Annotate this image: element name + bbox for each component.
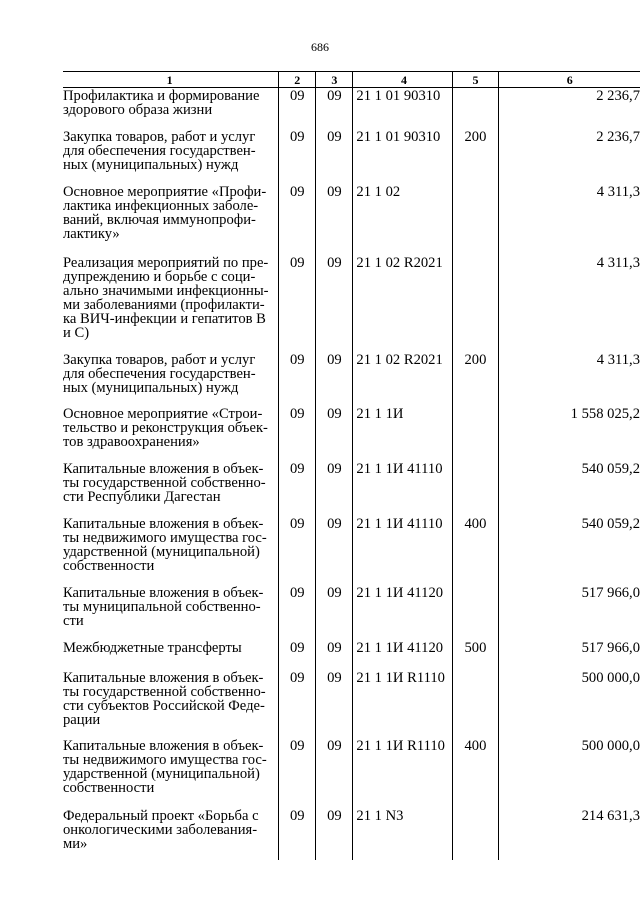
target-article-code: 21 1 1И 41110 (353, 516, 452, 585)
expense-type-code (452, 184, 499, 255)
section-code: 09 (279, 184, 316, 255)
item-name: Профилактика и формирование здорового образа жизни (63, 88, 260, 118)
table-row (63, 88, 640, 129)
amount: 540 059,2 (499, 461, 640, 516)
section-code: 09 (279, 88, 316, 129)
target-article-code: 21 1 01 90310 (353, 129, 452, 184)
item-name: Капитальные вложения в объек- ты государственной собственно- сти субъектов Российской Феде- рации (63, 669, 266, 728)
page-number: 686 (311, 40, 329, 54)
item-name: Федеральный проект «Борьба с онкологическими заболевания- ми» (63, 807, 259, 852)
subsection-code: 09 (316, 129, 353, 184)
section-code: 09 (279, 585, 316, 640)
expense-type-code (452, 255, 499, 352)
subsection-code: 09 (316, 670, 353, 738)
subsection-code: 09 (316, 640, 353, 670)
subsection-code: 09 (316, 516, 353, 585)
table-row (63, 640, 640, 670)
table-row (63, 129, 640, 184)
expense-type-code: 200 (452, 129, 499, 184)
expense-type-code: 400 (452, 738, 499, 808)
section-code: 09 (279, 352, 316, 406)
section-code: 09 (279, 129, 316, 184)
column-header-1: 1 (63, 72, 279, 88)
section-code: 09 (279, 808, 316, 860)
section-code: 09 (279, 406, 316, 461)
table-row (63, 808, 640, 860)
table-row (63, 184, 640, 255)
amount: 540 059,2 (499, 516, 640, 585)
subsection-code: 09 (316, 585, 353, 640)
section-code: 09 (279, 461, 316, 516)
expense-type-code (452, 670, 499, 738)
budget-table (63, 71, 640, 860)
target-article-code: 21 1 1И 41120 (353, 585, 452, 640)
target-article-code: 21 1 N3 (353, 808, 452, 860)
item-name: Реализация мероприятий по пре- дупреждению и борьбе с соци- ально значимыми инфекционны- ми заболеваниями (профилакти- ка ВИЧ-инфекции и гепатитов В и С) (63, 254, 269, 341)
item-name: Основное мероприятие «Профи- лактика инфекционных заболе- ваний, включая иммунопрофи- лактику» (63, 183, 267, 242)
subsection-code: 09 (316, 88, 353, 129)
target-article-code: 21 1 02 R2021 (353, 352, 452, 406)
item-name: Капитальные вложения в объек- ты недвижимого имущества гос- ударственной (муниципальной) собственности (63, 737, 267, 796)
target-article-code: 21 1 1И R1110 (353, 670, 452, 738)
expense-type-code: 400 (452, 516, 499, 585)
table-row (63, 255, 640, 352)
target-article-code: 21 1 01 90310 (353, 88, 452, 129)
table-row (63, 516, 640, 585)
column-header-2: 2 (279, 72, 316, 88)
item-name: Закупка товаров, работ и услуг для обеспечения государствен- ных (муниципальных) нужд (63, 128, 256, 173)
item-name: Основное мероприятие «Строи- тельство и реконструкция объек- тов здравоохранения» (63, 405, 268, 450)
table-row (63, 585, 640, 640)
column-header-5: 5 (452, 72, 499, 88)
amount: 2 236,7 (499, 129, 640, 184)
target-article-code: 21 1 1И R1110 (353, 738, 452, 808)
amount: 4 311,3 (499, 352, 640, 406)
expense-type-code (452, 808, 499, 860)
table-row (63, 738, 640, 808)
subsection-code: 09 (316, 255, 353, 352)
expense-type-code: 200 (452, 352, 499, 406)
expense-type-code (452, 88, 499, 129)
subsection-code: 09 (316, 461, 353, 516)
amount: 1 558 025,2 (499, 406, 640, 461)
target-article-code: 21 1 1И (353, 406, 452, 461)
target-article-code: 21 1 1И 41120 (353, 640, 452, 670)
section-code: 09 (279, 670, 316, 738)
expense-type-code (452, 585, 499, 640)
item-name: Межбюджетные трансферты (63, 639, 242, 656)
target-article-code: 21 1 02 R2021 (353, 255, 452, 352)
header-row (63, 72, 640, 88)
column-header-4: 4 (353, 72, 452, 88)
section-code: 09 (279, 255, 316, 352)
amount: 4 311,3 (499, 255, 640, 352)
item-name: Закупка товаров, работ и услуг для обеспечения государствен- ных (муниципальных) нужд (63, 351, 256, 396)
section-code: 09 (279, 516, 316, 585)
expense-type-code (452, 406, 499, 461)
table-row (63, 352, 640, 406)
expense-type-code (452, 461, 499, 516)
table-row (63, 406, 640, 461)
amount: 500 000,0 (499, 738, 640, 808)
section-code: 09 (279, 738, 316, 808)
table-row (63, 670, 640, 738)
column-header-3: 3 (316, 72, 353, 88)
amount: 214 631,3 (499, 808, 640, 860)
amount: 2 236,7 (499, 88, 640, 129)
column-header-6: 6 (499, 72, 640, 88)
expense-type-code: 500 (452, 640, 499, 670)
subsection-code: 09 (316, 352, 353, 406)
amount: 4 311,3 (499, 184, 640, 255)
amount: 517 966,0 (499, 640, 640, 670)
item-name: Капитальные вложения в объек- ты муниципальной собственно- сти (63, 584, 264, 629)
subsection-code: 09 (316, 738, 353, 808)
subsection-code: 09 (316, 406, 353, 461)
item-name: Капитальные вложения в объек- ты недвижимого имущества гос- ударственной (муниципальной) собственности (63, 515, 267, 574)
section-code: 09 (279, 640, 316, 670)
table-row (63, 461, 640, 516)
subsection-code: 09 (316, 184, 353, 255)
subsection-code: 09 (316, 808, 353, 860)
target-article-code: 21 1 02 (353, 184, 452, 255)
amount: 517 966,0 (499, 585, 640, 640)
item-name: Капитальные вложения в объек- ты государственной собственно- сти Республики Дагестан (63, 460, 266, 505)
amount: 500 000,0 (499, 670, 640, 738)
target-article-code: 21 1 1И 41110 (353, 461, 452, 516)
